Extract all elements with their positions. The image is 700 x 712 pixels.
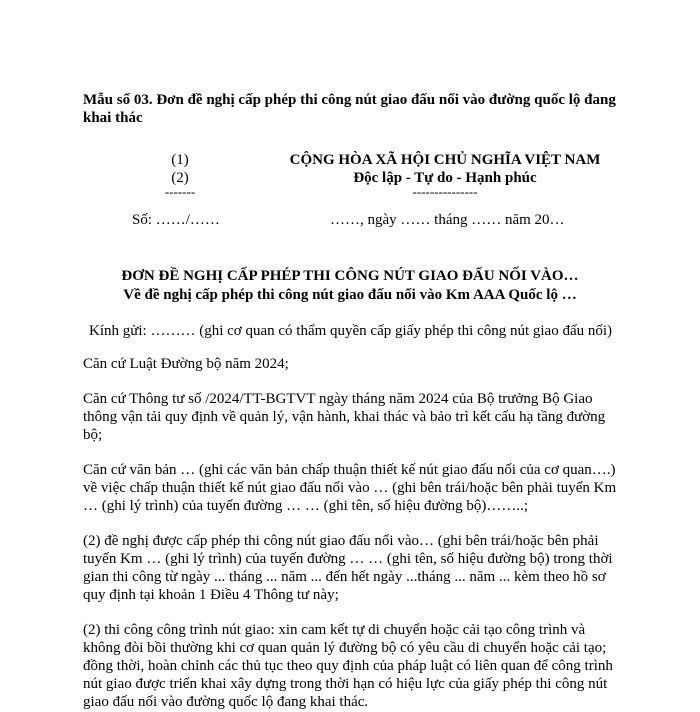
- paragraph-line: Căn cứ văn bản … (ghi các văn bản chấp thuận thiết kế nút giao đấu nối của cơ quan….): [83, 462, 616, 478]
- paragraph-line: nút giao được triển khai xây dựng trong thời hạn có hiệu lực của giấy phép thi công nút: [83, 676, 608, 692]
- paragraph-line: gian thi công từ ngày ... tháng ... năm ... đến hết ngày ...tháng ... năm ... kèm theo hồ sơ: [83, 569, 606, 585]
- paragraph-line: đồng thời, hoàn chỉnh các thủ tục theo quy định của pháp luật có liên quan để công trình: [83, 658, 613, 674]
- paragraph-line: bộ;: [83, 427, 103, 443]
- issuer-divider: -------: [164, 184, 196, 199]
- paragraph-legal-basis-1: Căn cứ Luật Đường bộ năm 2024;: [83, 356, 289, 372]
- form-title-line2: khai thác: [83, 110, 143, 126]
- paragraph-line: (2) đề nghị được cấp phép thi công nút giao đấu nối vào… (ghi bên trái/hoặc bên phải: [83, 533, 599, 549]
- addressee: Kính gửi: ……… (ghi cơ quan có thẩm quyền cấp giấy phép thi công nút giao đấu nối): [89, 323, 613, 339]
- document-title: ĐƠN ĐỀ NGHỊ CẤP PHÉP THI CÔNG NÚT GIAO ĐẤU NỐI VÀO…: [121, 268, 579, 284]
- paragraph-line: Căn cứ Thông tư số /2024/TT-BGTVT ngày tháng năm 2024 của Bộ trưởng Bộ Giao: [83, 391, 593, 407]
- paragraph-line: về việc chấp thuận thiết kế nút giao đấu nối vào … (ghi bên trái/hoặc bên phải tuyến Km: [83, 480, 617, 496]
- document-number: Số: ……/……: [132, 212, 220, 228]
- paragraph-line: quy định tại khoản 1 Điều 4 Thông tư này;: [83, 587, 339, 603]
- issuer-line-1: (1): [171, 152, 189, 168]
- paragraph-line: tuyến Km … (ghi lý trình) của tuyến đường … … (ghi tên, số hiệu đường bộ) trong thời: [83, 551, 613, 567]
- document-subtitle: Về đề nghị cấp phép thi công nút giao đấu nối vào Km AAA Quốc lộ …: [123, 287, 577, 303]
- national-motto: Độc lập - Tự do - Hạnh phúc: [353, 170, 537, 186]
- issuer-line-2: (2): [171, 170, 189, 186]
- form-title-line1: Mẫu số 03. Đơn đề nghị cấp phép thi công nút giao đấu nối vào đường quốc lộ đang: [83, 92, 616, 108]
- document-date: ……, ngày …… tháng …… năm 20…: [330, 212, 565, 228]
- motto-divider: ---------------: [412, 184, 478, 199]
- national-title: CỘNG HÒA XÃ HỘI CHỦ NGHĨA VIỆT NAM: [289, 152, 601, 168]
- paragraph-line: thông vận tải quy định về quản lý, vận hành, khai thác và bảo trì kết cấu hạ tầng đường: [83, 409, 606, 425]
- paragraph-line: giao đấu nối vào đường quốc lộ đang khai thác.: [83, 694, 369, 710]
- paragraph-line: (2) thi công công trình nút giao: xin cam kết tự di chuyển hoặc cải tạo công trình và: [83, 622, 586, 638]
- paragraph-line: không đòi bồi thường khi cơ quan quản lý đường bộ có yêu cầu di chuyển hoặc cải tạo;: [83, 640, 607, 656]
- paragraph-line: … (ghi lý trình) của tuyến đường … … (ghi tên, số hiệu đường bộ)……..;: [83, 498, 528, 514]
